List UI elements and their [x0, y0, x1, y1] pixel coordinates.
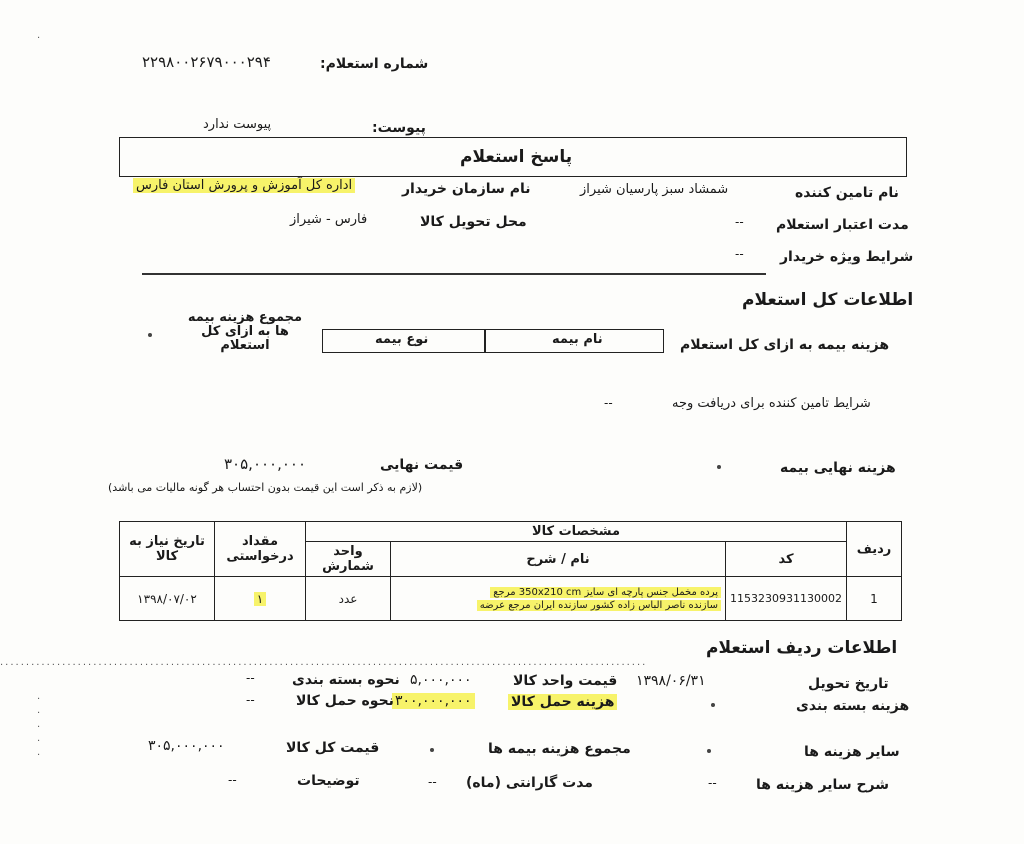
dotted-divider: .............................................................................................................................: [0, 657, 648, 668]
description-value: --: [228, 773, 237, 787]
inquiry-number: ۲۲۹۸۰۰۲۶۷۹۰۰۰۲۹۴: [142, 53, 271, 71]
supplier-label: نام تامین کننده: [795, 185, 899, 201]
final-insurance-label: هزینه نهایی بیمه: [780, 460, 896, 476]
col-qty-header: مقداد درخواستی: [215, 522, 306, 577]
bullet-mark: [707, 749, 711, 753]
delivery-label: محل تحویل کالا: [420, 214, 527, 230]
row-description-line2: سازنده ناصر الباس زاده کشور سازنده ایران مرجع عرضه: [477, 600, 721, 611]
page-title: پاسخ استعلام: [460, 147, 573, 167]
col-row-header: ردیف: [847, 522, 902, 577]
row-description: [391, 577, 726, 621]
other-costs-desc-value: --: [708, 776, 717, 790]
attachment-value: پیوست ندارد: [203, 117, 272, 132]
delivery-date-value: ۱۳۹۸/۰۶/۳۱: [636, 673, 706, 689]
other-costs-label: سایر هزینه ها: [804, 744, 900, 760]
col-unit-header: واحد شمارش: [306, 542, 391, 577]
col-code-header: کد: [726, 542, 847, 577]
col-need-date-header: تاریخ نیاز به کالا: [120, 522, 215, 577]
total-price-value: ۳۰۵,۰۰۰,۰۰۰: [148, 738, 225, 754]
validity-label: مدت اعتبار استعلام: [776, 217, 909, 233]
buyer-conditions-value: --: [735, 247, 744, 261]
bullet-mark: [148, 333, 152, 337]
shipping-method-label: نحوه حمل کالا: [296, 693, 394, 709]
row-code: 1153230931130002: [726, 577, 847, 621]
buyer-conditions-label: شرایط ویژه خریدار: [780, 249, 914, 265]
col-name-desc-header: نام / شرح: [391, 542, 726, 577]
packaging-method-label: نحوه بسته بندی: [292, 672, 400, 688]
row-number: 1: [847, 577, 902, 621]
scan-speck: . . . . .: [37, 691, 43, 758]
buyer-label: نام سازمان خریدار: [402, 181, 531, 197]
packaging-cost-label: هزینه بسته بندی: [796, 698, 910, 714]
bullet-mark: [717, 465, 721, 469]
row-description-line1: پرده مخمل جنس پارچه ای سایز 350x210 cm مرجع: [490, 587, 721, 598]
items-table: [119, 521, 902, 621]
total-price-label: قیمت کل کالا: [286, 740, 380, 756]
shipping-cost-value: ۳۰۰,۰۰۰,۰۰۰: [392, 693, 475, 709]
insurance-total-label: مجموع هزینه بیمه ها به ازای کل استعلام: [187, 310, 303, 353]
other-costs-desc-label: شرح سایر هزینه ها: [756, 777, 890, 793]
final-price-label: قیمت نهایی: [380, 457, 464, 473]
supplier-value: شمشاد سبز پارسیان شیراز: [580, 182, 729, 197]
unit-price-value: ۵,۰۰۰,۰۰۰: [410, 672, 472, 688]
buyer-value: اداره کل آموزش و پرورش استان فارس: [133, 178, 355, 193]
validity-value: --: [735, 215, 744, 229]
packaging-method-value: --: [246, 671, 255, 685]
tax-note: (لازم به ذکر است این قیمت بدون احتساب هر گونه مالیات می باشد): [108, 481, 423, 494]
final-price-value: ۳۰۵,۰۰۰,۰۰۰: [224, 455, 307, 473]
scan-speck: .: [37, 30, 43, 41]
row-qty-value: ۱: [254, 592, 266, 606]
payment-conditions-value: --: [604, 396, 613, 410]
general-heading: اطلاعات کل استعلام: [742, 290, 914, 310]
warranty-value: --: [428, 775, 437, 789]
unit-price-label: قیمت واحد کالا: [513, 673, 618, 689]
col-goods-spec-header: مشخصات کالا: [306, 522, 847, 542]
insurance-sum-label: مجموع هزینه بیمه ها: [488, 741, 631, 757]
row-unit: عدد: [306, 577, 391, 621]
bullet-mark: [430, 748, 434, 752]
shipping-method-value: --: [246, 693, 255, 707]
shipping-cost-label: هزینه حمل کالا: [508, 694, 617, 710]
attachment-label: پیوست:: [372, 120, 426, 136]
bullet-mark: [711, 703, 715, 707]
table-row: [120, 577, 902, 621]
insurance-name-header: نام بیمه: [552, 332, 603, 347]
row-qty: [215, 577, 306, 621]
divider: [142, 273, 766, 275]
description-label: توضیحات: [297, 773, 360, 789]
inquiry-number-label: شماره استعلام:: [320, 56, 429, 72]
insurance-type-header: نوع بیمه: [375, 332, 429, 347]
delivery-value: فارس - شیراز: [290, 212, 368, 227]
warranty-label: مدت گارانتی (ماه): [466, 775, 593, 791]
row-need-date: ۱۳۹۸/۰۷/۰۲: [120, 577, 215, 621]
payment-conditions-label: شرایط تامین کننده برای دریافت وجه: [672, 396, 871, 411]
delivery-date-label: تاریخ تحویل: [808, 676, 889, 692]
insurance-cost-label: هزینه بیمه به ازای کل استعلام: [680, 337, 890, 353]
row-info-heading: اطلاعات ردیف استعلام: [706, 638, 898, 658]
